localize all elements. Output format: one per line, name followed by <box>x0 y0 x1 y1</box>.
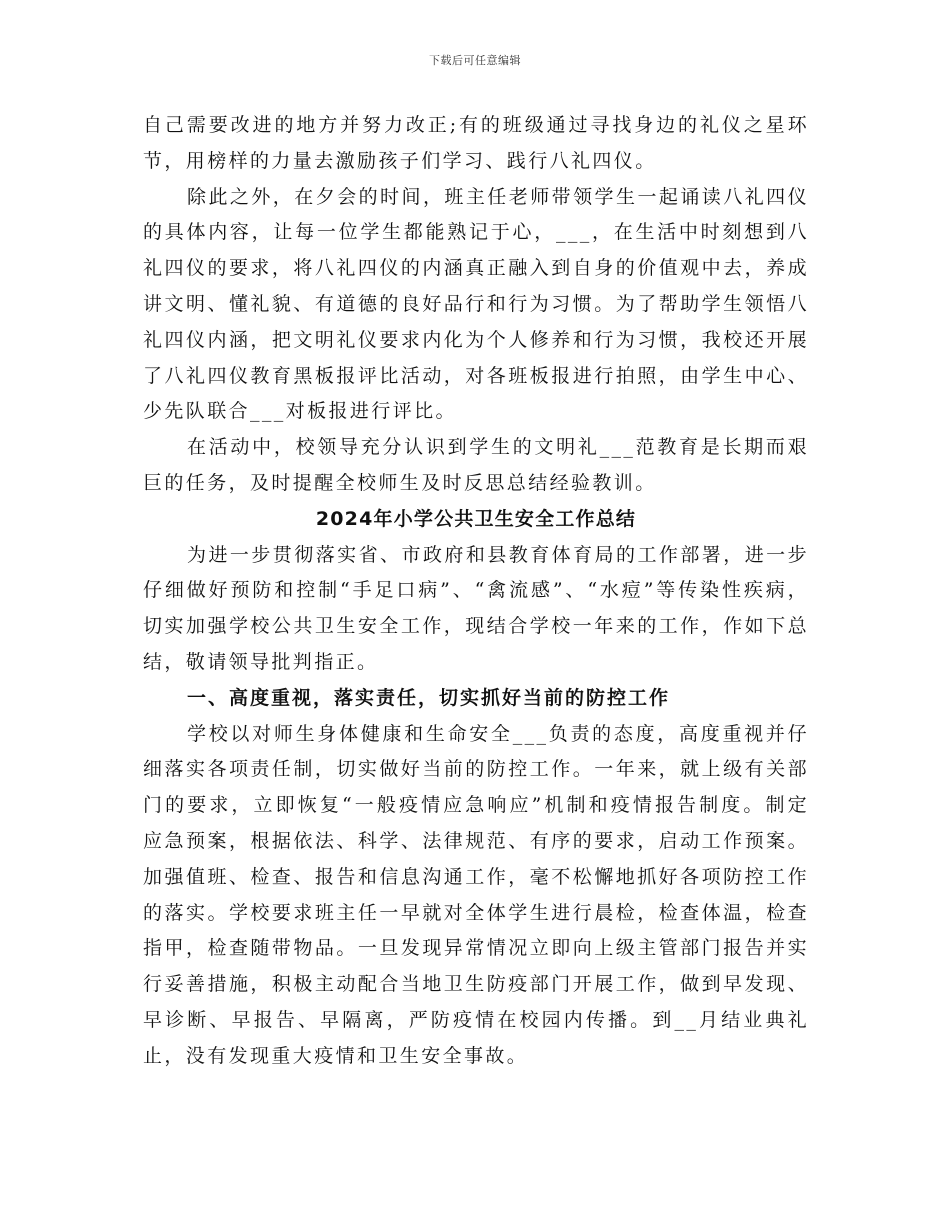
paragraph-activity-reflection: 在活动中，校领导充分认识到学生的文明礼___范教育是长期而艰巨的任务，及时提醒全校师生及时反思总结经验教训。 <box>143 436 809 494</box>
section-heading-1: 一、高度重视，落实责任，切实抓好当前的防控工作 <box>187 686 671 709</box>
document-body <box>143 108 809 1075</box>
paragraph-prevention-work: 学校以对师生身体健康和生命安全___负责的态度，高度重视并仔细落实各项责任制，切实做好当前的防控工作。一年来，就上级有关部门的要求，立即恢复“一般疫情应急响应”机制和疫情报告制度。制定应急预案，根据依法、科学、法律规范、有序的要求，启动工作预案。加强值班、检查、报告和信息沟通工作，毫不松懈地抓好各项防控工作的落实。学校要求班主任一早就对全体学生进行晨检，检查体温，检查指甲，检查随带物品。一旦发现异常情况立即向上级主管部门报告并实行妥善措施，积极主动配合当地卫生防疫部门开展工作，做到早发现、早诊断、早报告、早隔离，严防疫情在校园内传播。到__月结业典礼止，没有发现重大疫情和卫生安全事故。 <box>143 722 809 1067</box>
page-header: 下载后可任意编辑 <box>429 54 521 67</box>
paragraph-introduction: 为进一步贯彻落实省、市政府和县教育体育局的工作部署，进一步仔细做好预防和控制“手足口病”、“禽流感”、“水痘”等传染性疾病，切实加强学校公共卫生安全工作，现结合学校一年来的工作，作如下总结，敬请领导批判指正。 <box>143 543 809 673</box>
paragraph-continued: 自己需要改进的地方并努力改正;有的班级通过寻找身边的礼仪之星环节，用榜样的力量去激励孩子们学习、践行八礼四仪。 <box>143 114 809 172</box>
paragraph-evening-assembly: 除此之外，在夕会的时间，班主任老师带领学生一起诵读八礼四仪的具体内容，让每一位学生都能熟记于心，___，在生活中时刻想到八礼四仪的要求，将八礼四仪的内涵真正融入到自身的价值观中去，养成讲文明、懂礼貌、有道德的良好品行和行为习惯。为了帮助学生领悟八礼四仪内涵，把文明礼仪要求内化为个人修养和行为习惯，我校还开展了八礼四仪教育黑板报评比活动，对各班板报进行拍照，由学生中心、少先队联合___对板报进行评比。 <box>143 185 809 423</box>
document-title: 2024年小学公共卫生安全工作总结 <box>315 507 637 530</box>
